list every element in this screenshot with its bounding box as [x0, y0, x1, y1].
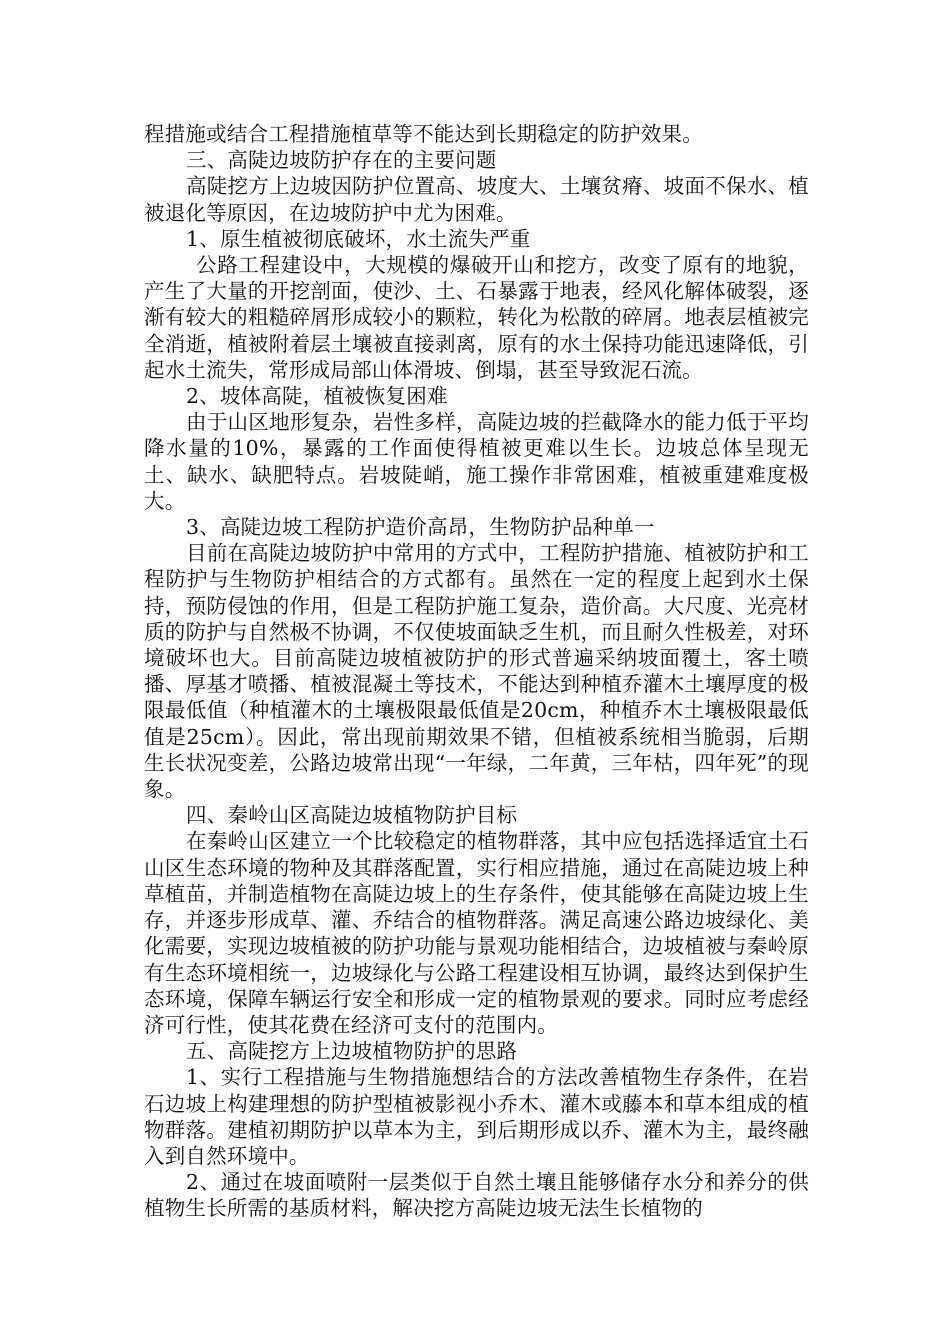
section-heading-3: 三、高陡边坡防护存在的主要问题	[186, 148, 497, 173]
paragraph: 在秦岭山区建立一个比较稳定的植物群落，其中应包括选择适宜土石山区生态环境的物种及其群落配置，实行相应措施，通过在高陡边坡上种草植苗，并制造植物在高陡边坡上的生存条件，使其能够在高陡边坡上生存，并逐步形成草、灌、乔结合的植物群落。满足高速公路边坡绿化、美化需要，实现边坡植被的防护功能与景观功能相结合，边坡植被与秦岭原有生态环境相统一，边坡绿化与公路工程建设相互协调，最终达到保护生态环境，保障车辆运行安全和形成一定的植物景观的要求。同时应考虑经济可行性，使其花费在经济可支付的范围内。	[144, 829, 809, 1037]
paragraph: 1、实行工程措施与生物措施想结合的方法改善植物生存条件，在岩石边坡上构建理想的防护型植被影视小乔木、灌木或藤本和草本组成的植物群落。建植初期防护以草本为主，到后期形成以乔、灌木为主，最终融入到自然环境中。	[144, 1065, 809, 1168]
document-body	[144, 121, 809, 1222]
paragraph: 2、通过在坡面喷附一层类似于自然土壤且能够储存水分和养分的供植物生长所需的基质材料，解决挖方高陡边坡无法生长植物的	[144, 1170, 809, 1221]
paragraph: 高陡挖方上边坡因防护位置高、坡度大、土壤贫瘠、坡面不保水、植被退化等原因，在边坡防护中尤为困难。	[144, 174, 809, 225]
paragraph: 目前在高陡边坡防护中常用的方式中，工程防护措施、植被防护和工程防护与生物防护相结合的方式都有。虽然在一定的程度上起到水土保持，预防侵蚀的作用，但是工程防护施工复杂，造价高。大尺度、光亮材质的防护与自然极不协调，不仅使坡面缺乏生机，而且耐久性极差，对环境破坏也大。目前高陡边坡植被防护的形式普遍采纳坡面覆土，客土喷播、厚基才喷播、植被混凝土等技术，不能达到种植乔灌木土壤厚度的极限最低值（种植灌木的土壤极限最低值是20cm，种植乔木土壤极限最低值是25cm）。因此，常出现前期效果不错，但植被系统相当脆弱，后期生长状况变差，公路边坡常出现“一年绿，二年黄，三年枯，四年死”的现象。	[144, 541, 809, 802]
section-heading-4: 四、秦岭山区高陡边坡植物防护目标	[186, 803, 518, 828]
subheading-3-3: 3、高陡边坡工程防护造价高昂，生物防护品种单一	[186, 515, 655, 540]
paragraph: 由于山区地形复杂，岩性多样，高陡边坡的拦截降水的能力低于平均降水量的10%，暴露的工作面使得植被更难以生长。边坡总体呈现无土、缺水、缺肥特点。岩坡陡峭，施工操作非常困难，植被重建难度极大。	[144, 410, 809, 513]
subheading-3-2: 2、坡体高陡，植被恢复困难	[186, 384, 448, 409]
section-heading-5: 五、高陡挖方上边坡植物防护的思路	[186, 1039, 518, 1064]
subheading-3-1: 1、原生植被彻底破坏，水土流失严重	[186, 226, 531, 251]
paragraph: 公路工程建设中，大规模的爆破开山和挖方，改变了原有的地貌，产生了大量的开挖剖面，使沙、土、石暴露于地表，经风化解体破裂，逐渐有较大的粗糙碎屑形成较小的颗粒，转化为松散的碎屑。地表层植被完全消逝，植被附着层土壤被直接剥离，原有的水土保持功能迅速降低，引起水土流失，常形成局部山体滑坡、倒塌，甚至导致泥石流。	[144, 253, 809, 382]
paragraph-continuation: 程措施或结合工程措施植草等不能达到长期稳定的防护效果。	[144, 122, 703, 146]
